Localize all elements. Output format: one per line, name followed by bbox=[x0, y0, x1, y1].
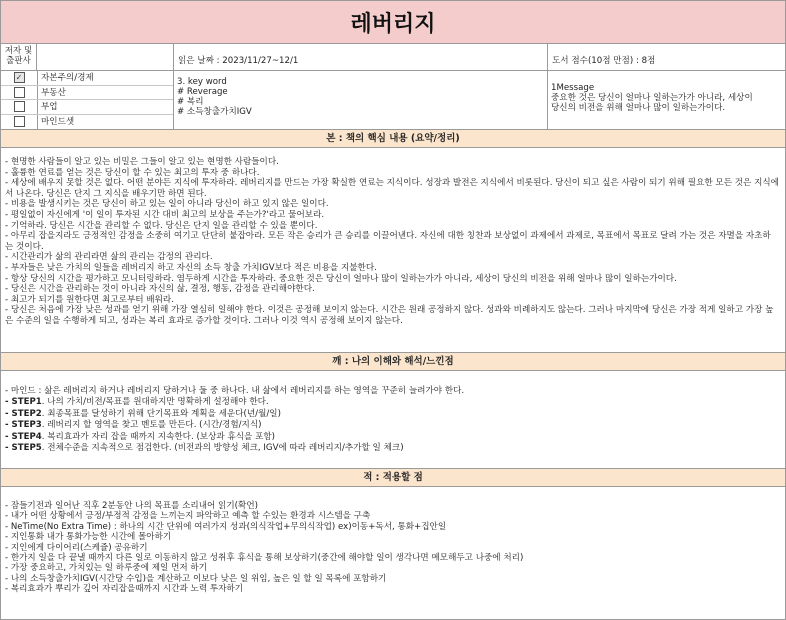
page-title: 레버리지 bbox=[1, 1, 785, 44]
category-label: 부업 bbox=[41, 102, 58, 112]
summary-line: - 기억하라. 당신은 시간을 관리할 수 없다. 당신은 단지 일을 관리할 수 있을 뿐이다. bbox=[5, 220, 318, 231]
category-checkbox[interactable]: ✓ bbox=[14, 72, 25, 83]
keyword-line: # Reverage bbox=[177, 87, 228, 97]
summary-body bbox=[1, 148, 785, 353]
insight-line: - STEP3. 레버리지 할 영역을 찾고 멘토를 만든다. (시간/경험/지식) bbox=[5, 420, 262, 431]
category-item bbox=[1, 115, 173, 130]
keyword-line: 3. key word bbox=[177, 77, 227, 87]
category-item bbox=[1, 71, 173, 86]
apply-body bbox=[1, 487, 785, 604]
keywords bbox=[174, 71, 548, 129]
summary-line: - 비용을 발생시키는 것은 당신이 하고 있는 일이 아니라 당신이 하고 있지 않은 일이다. bbox=[5, 199, 329, 210]
apply-line: - 가장 중요하고, 가치있는 일 하루중에 제일 먼저 하기 bbox=[5, 563, 208, 574]
insight-line: - STEP1. 나의 가치/비전/목표를 원대하지만 명확하게 설정해야 한다. bbox=[5, 397, 269, 408]
summary-line: - 현명한 사람들이 알고 있는 비밀은 그들이 알고 있는 현명한 사람들이다. bbox=[5, 157, 279, 167]
keyword-line: # 소득창출가치IGV bbox=[177, 107, 252, 117]
author-label: 저자 및 출판사 bbox=[1, 44, 37, 70]
category-checkbox[interactable] bbox=[14, 87, 25, 98]
insight-header: 깨 : 나의 이해와 해석/느낀점 bbox=[1, 353, 785, 371]
apply-line: - 복리효과가 뿌리가 깊어 자리잡을때까지 시간과 노력 투자하기 bbox=[5, 584, 244, 595]
summary-line: - 당신은 시간을 관리하는 것이 아니라 자신의 삶, 결정, 행동, 감정을 관리해야한다. bbox=[5, 284, 315, 295]
summary-line: - 부자들은 낮은 가치의 일들을 레버리지 하고 자신의 소득 창출 가치IGV보다 적은 비용을 지불한다. bbox=[5, 262, 377, 273]
category-label: 자본주의/경제 bbox=[41, 73, 94, 83]
apply-line: - 지인에게 다이어리(스케쥴) 공유하기 bbox=[5, 542, 148, 553]
apply-line: - 나의 소득창출가치IGV(시간당 수입)을 계산하고 이보다 낮은 일 위임, 높은 일 할 일 목록에 포함하기 bbox=[5, 573, 387, 584]
apply-header: 적 : 적용할 점 bbox=[1, 469, 785, 487]
summary-line: - 아무리 잡을지라도 긍정적인 감정을 소중히 여기고 단단히 붙잡아라. 모든 작은 승리가 큰 승리를 이끌어낸다. 자신에 대한 칭찬과 보상없이 과제에서 과제로, 목표에서 목표로 달려 가는 것은 자멸을 자초하는 것이다. bbox=[5, 231, 771, 252]
summary-line: - 최고가 되기를 원한다면 최고로부터 배워라. bbox=[5, 294, 174, 305]
category-list bbox=[1, 71, 174, 129]
category-checkbox[interactable] bbox=[14, 101, 25, 112]
message bbox=[548, 71, 785, 129]
insight-line: - STEP5. 전체수준을 지속적으로 점검한다. (비전과의 방향성 체크, IGV에 따라 레버리지/추가할 일 체크) bbox=[5, 443, 404, 454]
keyword-line: # 복리 bbox=[177, 97, 204, 107]
apply-line: - NeTime(No Extra Time) : 하나의 시간 단위에 여러가지 성과(의식작업+무의식작업) ex)이동+독서, 통화+집안일 bbox=[5, 521, 447, 532]
message-line: 당신의 비전을 위해 얼마나 많이 일하는가이다. bbox=[551, 103, 726, 113]
summary-line: - 당신은 처음에 가장 낮은 성과를 얻기 위해 가장 열심히 일해야 한다. 이것은 공정해 보이지 않는다. 시간은 원래 공정하지 않다. 성과와 비례하지도 않는다. 그러나 마지막에 당신은 가장 적게 일하고 가장 높은 수준의 일을 수행하게 되고, 성과는 복리 효과로 증가할 것이다. 그러나 이것 역시 공정해 보이지 않는다. bbox=[5, 305, 774, 326]
summary-line: - 시간관리가 삶의 관리라면 삶의 관리는 감정의 관리다. bbox=[5, 252, 213, 263]
message-line: 중요한 것은 당신이 얼마나 일하는가가 아니라, 세상이 bbox=[551, 93, 753, 103]
category-checkbox[interactable] bbox=[14, 116, 25, 127]
insight-body bbox=[1, 371, 785, 469]
summary-line: - 훌륭한 연료를 얻는 것은 당신이 할 수 있는 최고의 투자 중 하나다. bbox=[5, 167, 260, 178]
summary-line: - 평일없이 자신에게 '이 일이 투자된 시간 대비 최고의 보상을 주는가?'라고 물어보라. bbox=[5, 209, 325, 220]
apply-line: - 내가 어떤 상황에서 긍정/부정적 감정을 느끼는지 파악하고 예측 할 수있는 환경과 시스템을 구축 bbox=[5, 511, 371, 522]
insight-line: - 마인드 : 삶은 레버리지 하거나 레버리지 당하거나 둘 중 하나다. 내 삶에서 레버리지를 하는 영역을 꾸준히 늘려가야 한다. bbox=[5, 386, 465, 396]
insight-line: - STEP2. 최종목표를 달성하기 위해 단기목표와 계획을 세운다(년/월/일) bbox=[5, 408, 281, 419]
message-line: 1Message bbox=[551, 83, 595, 93]
apply-line: - 잠들기전과 일어난 직후 2분동안 나의 목표를 소리내어 읽기(확언) bbox=[5, 501, 258, 511]
category-label: 부동산 bbox=[41, 87, 66, 98]
apply-line: - 한가지 일을 다 끝낼 때까지 다른 일로 이동하지 않고 성취후 휴식을 통해 보상하기(중간에 해야할 일이 생각나면 메모해두고 나중에 처리) bbox=[5, 553, 524, 564]
info-row bbox=[1, 71, 785, 130]
read-date: 읽은 날짜 : 2023/11/27~12/1 bbox=[174, 44, 548, 70]
apply-line: - 지인통화 내가 통화가능한 시간에 몰아하기 bbox=[5, 532, 172, 543]
category-item bbox=[1, 100, 173, 115]
summary-line: - 세상에 배우지 못할 것은 없다. 어떤 분야든 지식에 투자하라. 레버리지를 만드는 가장 확실한 연료는 지식이다. 성장과 발전은 지식에서 비롯된다. 당신이 되고 싶은 사람이 되기 위해 필요한 모든 것은 지식에서 나온다. 당신은 단지 그 지식을 배우기만 하면 된다. bbox=[5, 178, 779, 199]
summary-header: 본 : 책의 핵심 내용 (요약/정리) bbox=[1, 130, 785, 148]
category-item bbox=[1, 86, 173, 101]
category-label: 마인드셋 bbox=[41, 116, 75, 127]
meta-row bbox=[1, 44, 785, 71]
insight-line: - STEP4. 복리효과가 자리 잡을 때까지 지속한다. (보상과 휴식을 포함) bbox=[5, 431, 276, 442]
author-value[interactable] bbox=[37, 44, 174, 70]
summary-line: - 항상 당신의 시간을 평가하고 모니터링하라. 염두하게 시간을 투자하라. 중요한 것은 당신이 얼마나 많이 일하는가가 아니라, 세상이 당신의 비전을 위해 얼마나 많이 일하는가이다. bbox=[5, 273, 677, 284]
book-score: 도서 점수(10점 만점) : 8점 bbox=[552, 56, 656, 66]
